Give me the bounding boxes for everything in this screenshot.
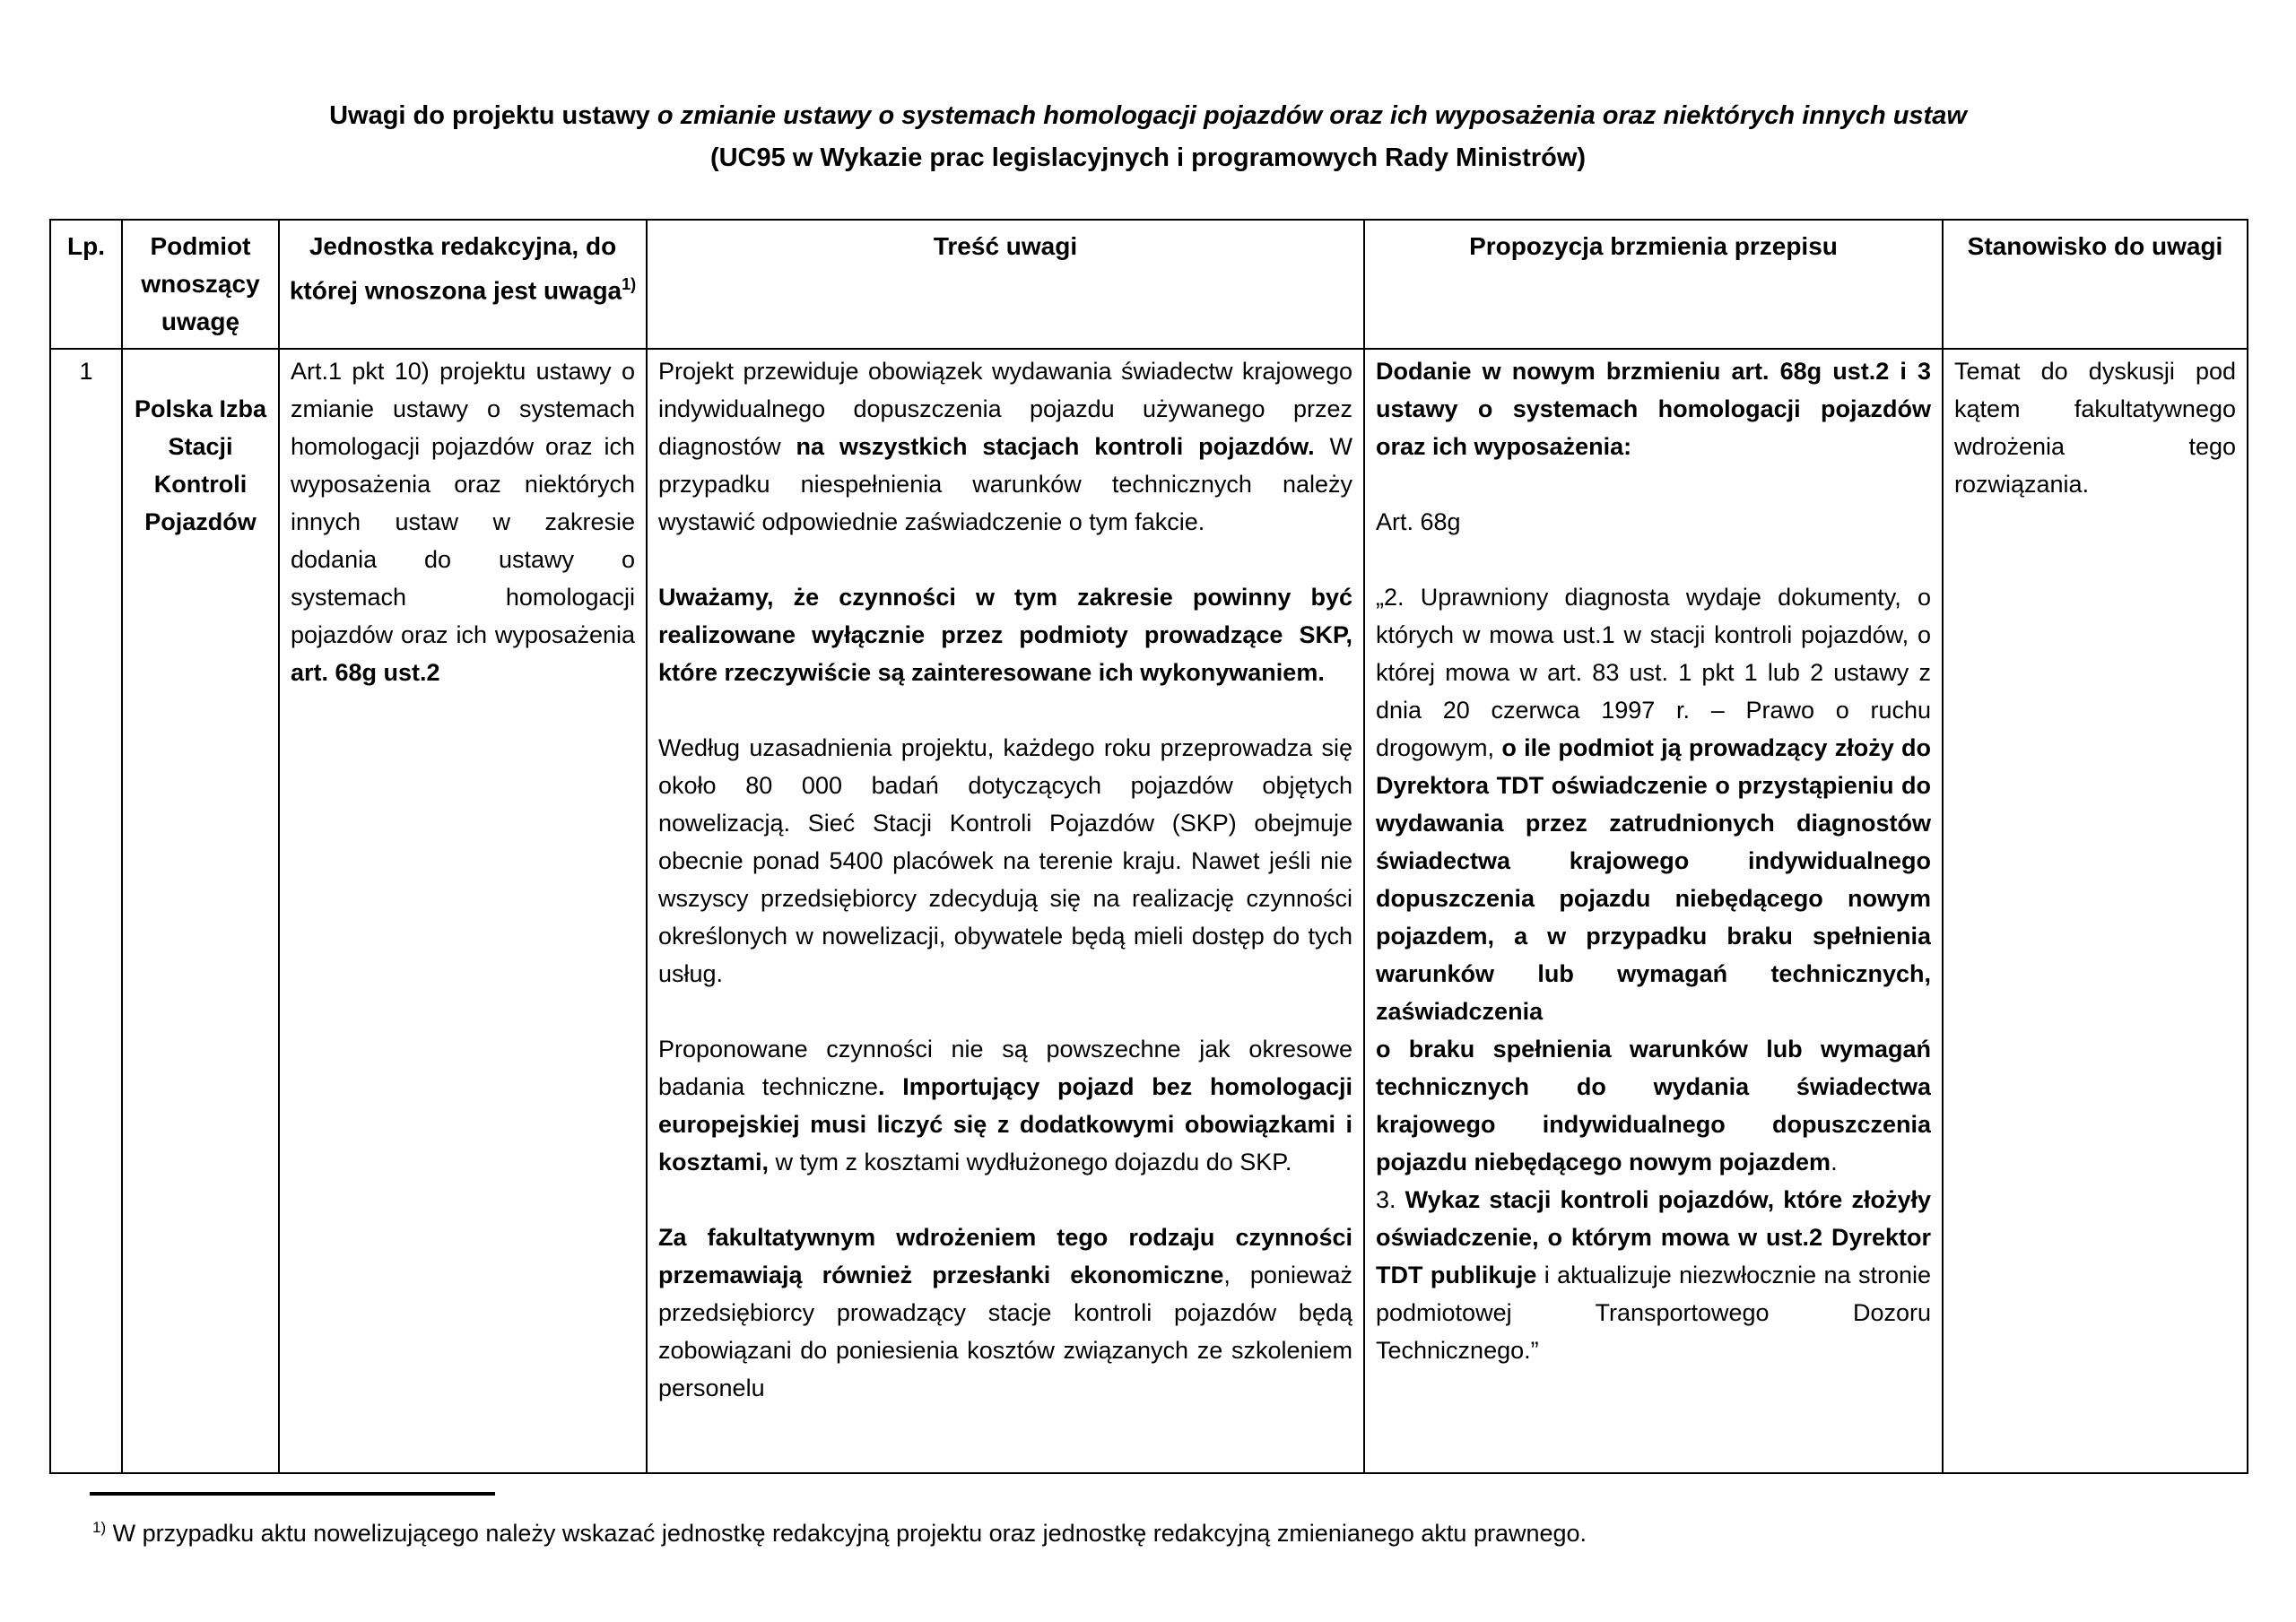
paragraph — [1376, 352, 1931, 465]
text-segment: Art.1 pkt 10) projektu ustawy o zmianie ustawy o systemach homologacji pojazdów oraz ich wyposażenia oraz niektórych innych ustaw w zakresie dodania do ustawy o systemach homologacji pojazdów oraz ich wyposażenia — [291, 358, 635, 648]
paragraph — [658, 352, 1352, 541]
bold-text-segment: Uważamy, że czynności w tym zakresie powinny być realizowane wyłącznie przez podmioty prowadzące SKP, które rzeczywiście są zainteresowane ich wykonywaniem. — [658, 584, 1352, 686]
blank-line — [134, 352, 267, 390]
cell-propozycja — [1364, 349, 1943, 1473]
col-header-podmiot-label: Podmiot wnoszący uwagę — [141, 232, 260, 335]
bold-text-segment: Wykaz stacji kontroli pojazdów, które złożyły oświadczenie, o którym mowa w ust.2 Dyrektor TDT publikuje — [1376, 1186, 1931, 1288]
footnote-text: W przypadku aktu nowelizującego należy wskazać jednostkę redakcyjną projektu oraz jednostkę redakcyjną zmienianego aktu prawnego. — [106, 1520, 1587, 1547]
paragraph — [1376, 1181, 1931, 1369]
col-header-propozycja-label: Propozycja brzmienia przepisu — [1469, 232, 1838, 260]
text-segment: w tym z kosztami wydłużonego dojazdu do SKP. — [769, 1149, 1292, 1175]
table-row — [50, 349, 2248, 1473]
blank-line — [658, 1181, 1352, 1219]
cell-stanowisko — [1943, 349, 2248, 1473]
table-body — [50, 349, 2248, 1473]
text-segment: Proponowane czynności nie są powszechne jak okresowe badania techniczne — [658, 1036, 1352, 1100]
cell-tresc — [647, 349, 1364, 1473]
cell-lp-content — [62, 352, 110, 390]
text-segment: . — [1831, 1149, 1838, 1175]
bold-text-segment: Za fakultatywnym wdrożeniem tego rodzaju czynności przemawiają również przesłanki ekonomiczne — [658, 1224, 1352, 1288]
paragraph — [291, 352, 635, 691]
paragraph — [658, 578, 1352, 691]
paragraph — [1376, 578, 1931, 1030]
bold-text-segment: art. 68g ust.2 — [291, 659, 440, 686]
cell-jednostka-content — [291, 352, 635, 691]
text-segment: i aktualizuje niezwłocznie na stronie podmiotowej Transportowego Dozoru Technicznego.” — [1376, 1262, 1931, 1364]
bold-text-segment: o braku spełnienia warunków lub wymagań technicznych do wydania świadectwa krajowego indywidualnego dopuszczenia pojazdu niebędącego nowym pojazdem — [1376, 1036, 1931, 1175]
title-italic-part: o zmianie ustawy o systemach homologacji pojazdów oraz ich wyposażenia oraz niektórych innych ustaw — [657, 101, 1967, 130]
header-footnote-marker: 1) — [622, 275, 637, 293]
text-segment: „2. Uprawniony diagnosta wydaje dokumenty, o których w mowa ust.1 w stacji kontroli pojazdów, o której mowa w art. 83 ust. 1 pkt 1 lub 2 ustawy z dnia 20 czerwca 1997 r. – Prawo o ruchu drogowym, — [1376, 584, 1931, 761]
col-header-lp-label: Lp. — [67, 232, 105, 260]
blank-line — [1376, 465, 1931, 503]
paragraph — [1954, 352, 2236, 503]
text-segment: Projekt przewiduje obowiązek wydawania świadectw krajowego indywidualnego dopuszczenia pojazdu używanego przez diagnostów — [658, 358, 1352, 460]
comments-table — [49, 219, 2248, 1474]
title-prefix: Uwagi do projektu ustawy — [329, 101, 657, 130]
col-header-stanowisko-label: Stanowisko do uwagi — [1967, 232, 2223, 260]
col-header-stanowisko — [1943, 220, 2248, 349]
paragraph — [658, 1219, 1352, 1407]
text-segment: Art. 68g — [1376, 508, 1461, 535]
col-header-tresc — [647, 220, 1364, 349]
text-segment: Według uzasadnienia projektu, każdego roku przeprowadza się około 80 000 badań dotyczących pojazdów objętych nowelizacją. Sieć Stacji Kontroli Pojazdów (SKP) obejmuje obecnie ponad 5400 placówek na terenie kraju. Nawet jeśli nie wszyscy przedsiębiorcy zdecydują się na realizację czynności określonych w nowelizacji, obywatele będą mieli dostęp do tych usług. — [658, 734, 1352, 987]
col-header-tresc-label: Treść uwagi — [933, 232, 1078, 260]
cell-lp — [50, 349, 122, 1473]
text-segment: Temat do dyskusji pod kątem fakultatywnego wdrożenia tego rozwiązania. — [1954, 358, 2236, 498]
col-header-lp — [50, 220, 122, 349]
col-header-jednostka-label: Jednostka redakcyjna, do której wnoszona jest uwaga — [289, 232, 622, 305]
cell-tresc-content — [658, 352, 1352, 1407]
cell-propozycja-content — [1376, 352, 1931, 1369]
footnote — [92, 1510, 2242, 1551]
col-header-propozycja — [1364, 220, 1943, 349]
paragraph — [658, 729, 1352, 993]
table-header — [50, 220, 2248, 349]
cell-stanowisko-content — [1954, 352, 2236, 503]
footnote-marker: 1) — [92, 1519, 107, 1536]
paragraph — [134, 390, 267, 541]
cell-jednostka — [279, 349, 647, 1473]
bold-text-segment: Dodanie w nowym brzmieniu art. 68g ust.2 i 3 ustawy o systemach homologacji pojazdów oraz ich wyposażenia: — [1376, 358, 1931, 460]
text-segment: 1 — [79, 358, 93, 385]
title-line-1 — [0, 95, 2296, 137]
paragraph — [62, 352, 110, 390]
paragraph — [658, 1030, 1352, 1181]
bold-text-segment: na wszystkich stacjach kontroli pojazdów. — [796, 433, 1315, 460]
document-title — [0, 0, 2296, 179]
paragraph — [1376, 503, 1931, 541]
blank-line — [658, 993, 1352, 1030]
cell-podmiot-content — [134, 352, 267, 541]
header-row — [50, 220, 2248, 349]
cell-podmiot — [122, 349, 279, 1473]
footnote-separator — [90, 1492, 495, 1496]
text-segment: , ponieważ przedsiębiorcy prowadzący stacje kontroli pojazdów będą zobowiązani do poniesienia kosztów związanych ze szkoleniem personelu — [658, 1262, 1352, 1401]
text-segment: 3. — [1376, 1186, 1405, 1213]
col-header-podmiot — [122, 220, 279, 349]
title-line-2: (UC95 w Wykazie prac legislacyjnych i programowych Rady Ministrów) — [709, 143, 1587, 172]
text-segment: W przypadku niespełnienia warunków technicznych należy wystawić odpowiednie zaświadczenie o tym fakcie. — [658, 433, 1352, 535]
bold-text-segment: . Importujący pojazd bez homologacji europejskiej musi liczyć się z dodatkowymi obowiązkami i kosztami, — [658, 1073, 1352, 1175]
bold-text-segment: Polska Izba Stacji Kontroli Pojazdów — [134, 395, 267, 535]
paragraph — [1376, 1030, 1931, 1181]
col-header-jednostka — [279, 220, 647, 349]
bold-text-segment: o ile podmiot ją prowadzący złoży do Dyrektora TDT oświadczenie o przystąpieniu do wydawania przez zatrudnionych diagnostów świadectwa krajowego indywidualnego dopuszczenia pojazdu niebędącego nowym pojazdem, a w przypadku braku spełnienia warunków lub wymagań technicznych, zaświadczenia — [1376, 734, 1931, 1025]
blank-line — [658, 541, 1352, 578]
blank-line — [1376, 541, 1931, 578]
blank-line — [658, 691, 1352, 729]
